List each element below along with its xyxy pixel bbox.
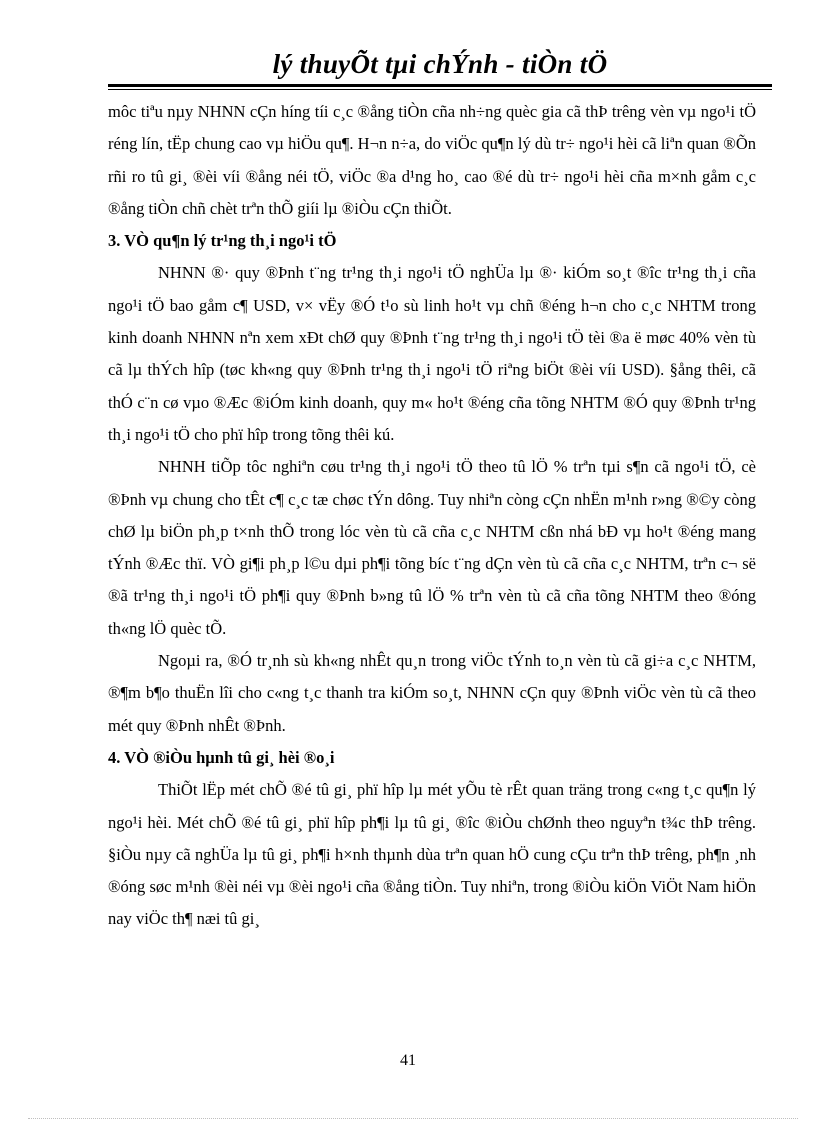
paragraph-2: NHNN ®· quy ®Þnh t¨ng tr¹ng th¸i ngo¹i tÖ nghÜa lµ ®· kiÓm so¸t ®îc tr¹ng th¸i cña ngo¹i tÖ bao gåm c¶ USD, v× vËy ®Ó t¹o sù linh ho¹t vµ chñ ®éng h¬n cho c¸c NHTM trong kinh doanh NHNN nªn xem xÐt chØ quy ®Þnh t¨ng tr¹ng th¸i ngo¹i tÖ tèi ®a ë møc 40% vèn tù cã lµ thÝch hîp (tøc kh«ng quy ®Þnh tr¹ng th¸i ngo¹i tÖ riªng biÖt ®èi víi USD). §ång thêi, cã thÓ c¨n cø vµo ®Æc ®iÓm kinh doanh, quy m« ho¹t ®éng cña tõng NHTM ®Ó quy ®Þnh tr¹ng th¸i ngo¹i tÖ cho phï hîp trong tõng thêi kú. bbox=[108, 263, 756, 444]
header-title: lý thuyÕt tµi chÝnh - tiÒn tÖ bbox=[272, 49, 608, 79]
page-body bbox=[108, 96, 756, 936]
paragraph-1: môc tiªu nµy NHNN cÇn híng tíi c¸c ®ång tiÒn cña nh÷ng quèc gia cã thÞ trêng vèn vµ ngo¹i tÖ réng lín, tËp chung cao vµ hiÖu qu¶. H¬n n÷a, do viÖc qu¶n lý dù tr÷ ngo¹i hèi cã liªn quan ®Õn rñi ro tû gi¸ ®èi víi ®ång néi tÖ, viÖc ®a d¹ng ho¸ cao ®é dù tr÷ ngo¹i hèi cña m×nh gåm c¸c ®ång tiÒn chñ chèt trªn thÕ giíi lµ ®iÒu cÇn thiÕt. bbox=[108, 102, 756, 218]
page-header bbox=[108, 44, 772, 84]
paragraph-4: Ngoµi ra, ®Ó tr¸nh sù kh«ng nhÊt qu¸n trong viÖc tÝnh to¸n vèn tù cã gi÷a c¸c NHTM, ®¶m b¶o thuËn lîi cho c«ng t¸c thanh tra kiÓm so¸t, NHNN cÇn quy ®Þnh viÖc vèn tù cã theo mét quy ®Þnh nhÊt ®Þnh. bbox=[108, 651, 756, 735]
header-rule-thin bbox=[108, 89, 772, 90]
paragraph-3: NHNH tiÕp tôc nghiªn cøu tr¹ng th¸i ngo¹i tÖ theo tû lÖ % trªn tµi s¶n cã ngo¹i tÖ, cè ®Þnh vµ chung cho tÊt c¶ c¸c tæ chøc tÝn dông. Tuy nhiªn còng cÇn nhËn m¹nh r»ng ®©y còng chØ lµ biÖn ph¸p t×nh thÕ trong lóc vèn tù cã cña c¸c NHTM cßn nhá bÐ vµ ho¹t ®éng mang tÝnh ®Æc thï. VÒ gi¶i ph¸p l©u dµi ph¶i tõng bíc t¨ng dÇn vèn tù cã cña c¸c NHTM, trªn c¬ së ®ã tr¹ng th¸i ngo¹i tÖ ph¶i quy ®Þnh b»ng tû lÖ % trªn vèn tù cã cña tõng NHTM theo ®óng th«ng lÖ quèc tÕ. bbox=[108, 457, 756, 638]
footer-dotted-line bbox=[28, 1118, 798, 1119]
page-number: 41 bbox=[400, 1052, 416, 1069]
paragraph-5: ThiÕt lËp mét chÕ ®é tû gi¸ phï hîp lµ mét yÕu tè rÊt quan träng trong c«ng t¸c qu¶n lý ngo¹i hèi. Mét chÕ ®é tû gi¸ phï hîp ph¶i lµ tû gi¸ ®îc ®iÒu chØnh theo nguyªn t¾c thÞ trêng. §iÒu nµy cã nghÜa lµ tû gi¸ ph¶i h×nh thµnh dùa trªn quan hÖ cung cÇu trªn thÞ trêng, ph¶n ¸nh ®óng søc m¹nh ®èi néi vµ ®èi ngo¹i cña ®ång tiÒn. Tuy nhiªn, trong ®iÒu kiÖn ViÖt Nam hiÖn nay viÖc th¶ næi tû gi¸ bbox=[108, 780, 756, 929]
header-rule-thick bbox=[108, 84, 772, 87]
section-heading-3: 3. VÒ qu¶n lý tr¹ng th¸i ngo¹i tÖ bbox=[108, 231, 337, 251]
section-heading-4: 4. VÒ ®iÒu hµnh tû gi¸ hèi ®o¸i bbox=[108, 747, 335, 767]
